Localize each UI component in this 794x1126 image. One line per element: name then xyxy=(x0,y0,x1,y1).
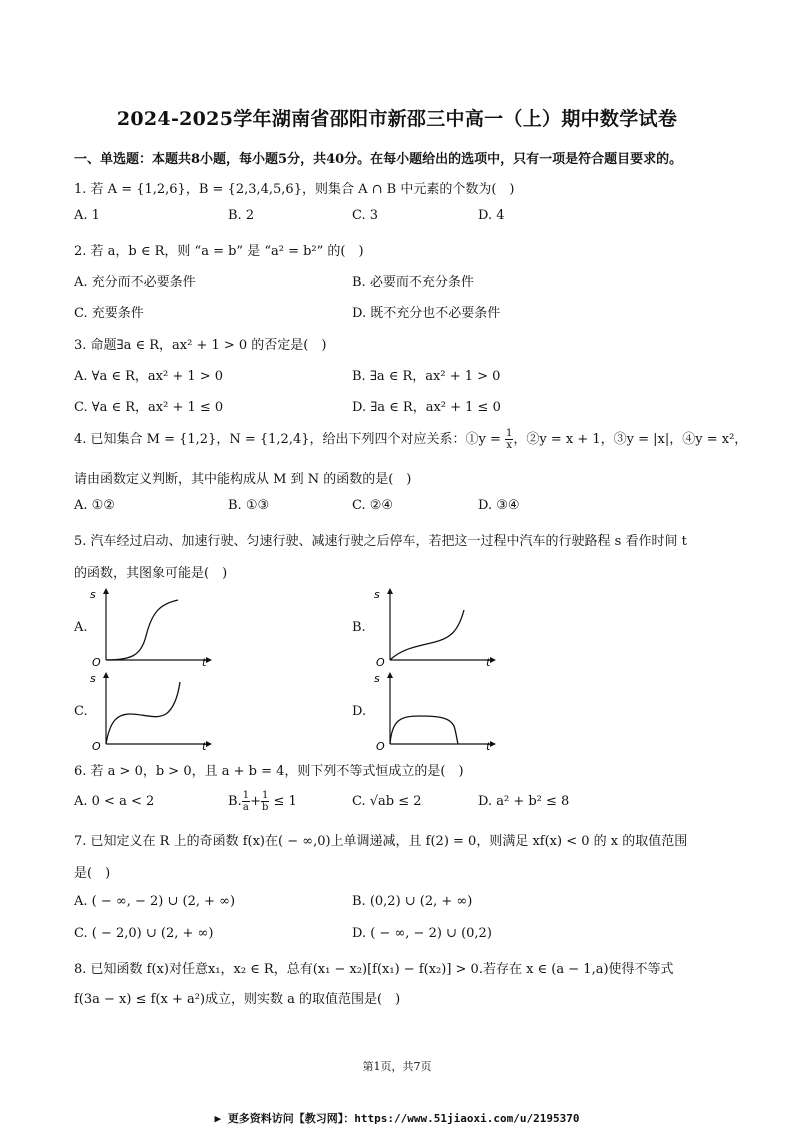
q6-b-frac2 xyxy=(261,790,269,813)
section-heading: 一、单选题：本题共8小题，每小题5分，共40分。在每小题给出的选项中，只有一项是符合题目要求的。 xyxy=(74,152,683,167)
q4-stem-part2: ，②y = x + 1，③y = |x|，④y = x²， xyxy=(513,432,748,447)
axis-label-t: t xyxy=(202,740,207,752)
question-5-stem-line2: 的函数，其图象可能是( ) xyxy=(74,566,228,581)
q6-b-frac1 xyxy=(242,790,250,813)
q6-option-a: A. 0 < a < 2 xyxy=(74,794,155,809)
q4-option-c: C. ②④ xyxy=(352,498,394,513)
q1-option-b: B. 2 xyxy=(228,208,255,223)
promo-link[interactable]: ▶ 更多资料访问【教习网】：https://www.51jiaoxi.com/u/2195370 xyxy=(214,1112,580,1125)
q1-option-d: D. 4 xyxy=(478,208,505,223)
question-5-stem: 5. 汽车经过启动、加速行驶、匀速行驶、减速行驶之后停车，若把这一过程中汽车的行驶路程 s 看作时间 t xyxy=(74,534,687,549)
q4-stem-part1: 4. 已知集合 M = {1,2}，N = {1,2,4}，给出下列四个对应关系：①y = xyxy=(74,432,506,447)
q7-option-b: B. (0,2) ∪ (2, + ∞) xyxy=(352,894,473,909)
q4-option-b: B. ①③ xyxy=(228,498,270,513)
question-8-stem-line2: f(3a − x) ≤ f(x + a²)成立，则实数 a 的取值范围是( ) xyxy=(74,992,401,1007)
question-1-stem: 1. 若 A = {1,2,6}，B = {2,3,4,5,6}，则集合 A ∩ B 中元素的个数为( ) xyxy=(74,182,515,197)
curve-a xyxy=(106,600,178,660)
axis-label-s: s xyxy=(90,672,96,685)
q1-option-c: C. 3 xyxy=(352,208,379,223)
q2-option-a: A. 充分而不必要条件 xyxy=(74,275,196,290)
q5-option-c: C. xyxy=(74,704,88,719)
axis-origin: O xyxy=(92,656,101,668)
q5-graph-b xyxy=(370,586,500,668)
q3-option-d: D. ∃a ∈ R，ax² + 1 ≤ 0 xyxy=(352,400,501,415)
q3-option-c: C. ∀a ∈ R，ax² + 1 ≤ 0 xyxy=(74,400,224,415)
q4-frac-den: x xyxy=(506,440,513,451)
question-8-stem: 8. 已知函数 f(x)对任意x₁，x₂ ∈ R，总有(x₁ − x₂)[f(x₁) − f(x₂)] > 0.若存在 x ∈ (a − 1,a)使得不等式 xyxy=(74,962,674,977)
q5-option-b: B. xyxy=(352,620,366,635)
page-title: 2024-2025学年湖南省邵阳市新邵三中高一（上）期中数学试卷 xyxy=(116,108,678,130)
axis-label-s: s xyxy=(90,588,96,601)
question-4-stem-line2: 请由函数定义判断，其中能构成从 M 到 N 的函数的是( ) xyxy=(74,472,412,487)
q5-option-a: A. xyxy=(74,620,88,635)
q7-option-a: A. ( − ∞, − 2) ∪ (2, + ∞) xyxy=(74,894,236,909)
axis-origin: O xyxy=(376,740,385,752)
q6-b-suffix: ≤ 1 xyxy=(273,794,297,809)
q5-option-d: D. xyxy=(352,704,367,719)
q6-option-b xyxy=(228,790,297,813)
question-6-stem: 6. 若 a > 0，b > 0，且 a + b = 4，则下列不等式恒成立的是( ) xyxy=(74,764,464,779)
curve-b xyxy=(390,610,464,660)
q6-b-frac2-num: 1 xyxy=(261,790,269,801)
curve-d xyxy=(390,716,458,744)
question-4-stem xyxy=(74,428,747,451)
axis-label-t: t xyxy=(202,656,207,668)
q6-b-frac2-den: b xyxy=(261,802,269,813)
q6-b-label: B. xyxy=(228,794,242,809)
curve-c xyxy=(106,682,180,744)
axis-label-t: t xyxy=(486,740,491,752)
q7-option-c: C. ( − 2,0) ∪ (2, + ∞) xyxy=(74,926,214,941)
axis-origin: O xyxy=(376,656,385,668)
question-7-stem: 7. 已知定义在 R 上的奇函数 f(x)在( − ∞,0)上单调递减，且 f(2) = 0，则满足 xf(x) < 0 的 x 的取值范围 xyxy=(74,834,688,849)
q6-b-plus: + xyxy=(250,794,261,809)
axis-label-t: t xyxy=(486,656,491,668)
q5-graph-a xyxy=(86,586,216,668)
axis-label-s: s xyxy=(374,588,380,601)
q6-option-c: C. √ab ≤ 2 xyxy=(352,794,422,809)
page-footer: 第1页，共7页 xyxy=(362,1060,432,1073)
q6-b-frac1-num: 1 xyxy=(242,790,250,801)
q3-option-a: A. ∀a ∈ R，ax² + 1 > 0 xyxy=(74,369,224,384)
q2-option-d: D. 既不充分也不必要条件 xyxy=(352,306,501,321)
q1-option-a: A. 1 xyxy=(74,208,100,223)
question-2-stem: 2. 若 a，b ∈ R，则 “a = b” 是 “a² = b²” 的( ) xyxy=(74,244,364,259)
q5-graph-d xyxy=(370,670,500,752)
q4-frac-num: 1 xyxy=(506,428,513,439)
question-3-stem: 3. 命题∃a ∈ R，ax² + 1 > 0 的否定是( ) xyxy=(74,338,327,353)
q5-graph-c xyxy=(86,670,216,752)
q4-option-d: D. ③④ xyxy=(478,498,520,513)
axis-origin: O xyxy=(92,740,101,752)
q2-option-c: C. 充要条件 xyxy=(74,306,144,321)
axis-label-s: s xyxy=(374,672,380,685)
q4-option-a: A. ①② xyxy=(74,498,115,513)
q6-option-d: D. a² + b² ≤ 8 xyxy=(478,794,570,809)
q6-b-frac1-den: a xyxy=(242,802,249,813)
question-7-stem-line2: 是( ) xyxy=(74,866,111,881)
q7-option-d: D. ( − ∞, − 2) ∪ (0,2) xyxy=(352,926,492,941)
q2-option-b: B. 必要而不充分条件 xyxy=(352,275,474,290)
q3-option-b: B. ∃a ∈ R，ax² + 1 > 0 xyxy=(352,369,501,384)
